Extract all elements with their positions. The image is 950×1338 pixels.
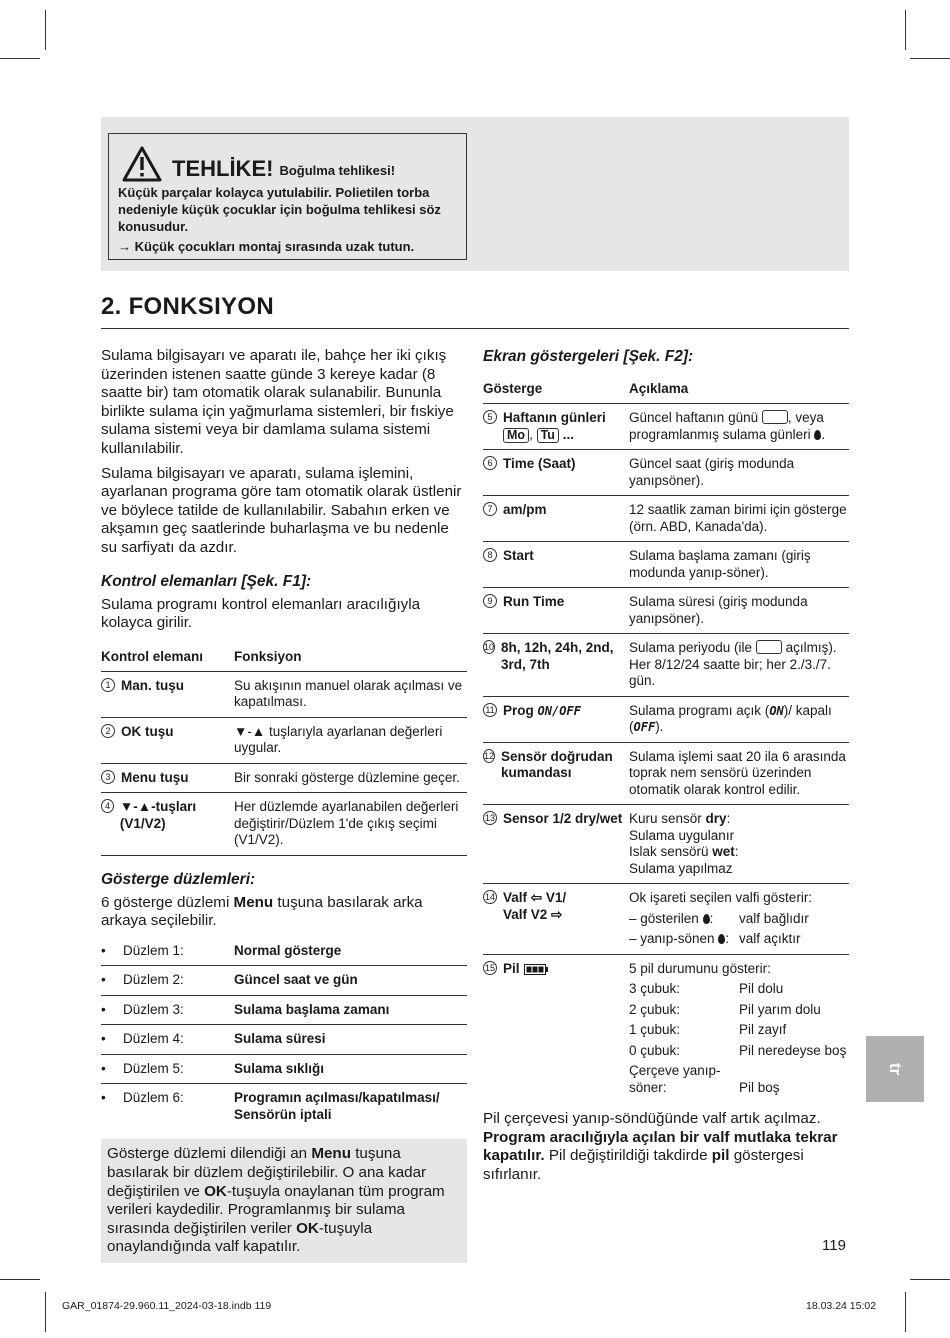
table-row: 12 Sensör doğrudan kumandası Sulama işlemi saat 20 ila 6 arasında toprak nem sensörü üzerinden otomatik olarak kontrol edilir. (483, 742, 849, 805)
water-drop-icon (703, 914, 710, 924)
crop-mark (0, 1279, 40, 1280)
circle-number: 12 (484, 750, 495, 761)
water-drop-icon (814, 430, 821, 440)
control-name: Man. tuşu (121, 677, 184, 693)
circle-number: 5 (483, 410, 497, 424)
table-header: Gösterge (483, 375, 629, 404)
list-item: • Düzlem 2: Güncel saat ve gün (101, 966, 467, 996)
circle-number: 1 (101, 678, 115, 692)
table-header: Fonksiyon (234, 643, 467, 672)
table-row: 5 Haftanın günleri Mo , Tu ... Güncel haftanın günü , veya programlanmış sulama günleri . (483, 404, 849, 450)
control-desc: Bir sonraki gösterge düzlemine geçer. (234, 763, 467, 793)
table-row (101, 793, 467, 856)
arrow-left-icon: ⇦ (530, 890, 543, 905)
controls-table (101, 643, 467, 856)
circle-number: 10 (484, 642, 495, 652)
crop-mark (0, 58, 40, 59)
warning-title: TEHLİKE! (172, 156, 274, 181)
arrow-right-icon: ⇨ (551, 906, 563, 922)
day-chip: Tu (537, 428, 559, 443)
crop-mark (45, 10, 46, 50)
controls-heading: Kontrol elemanları [Şek. F1]: (101, 572, 312, 590)
table-row (101, 763, 467, 793)
circle-number: 6 (483, 456, 497, 470)
table-header: Kontrol elemanı (101, 643, 234, 672)
frame-icon (756, 640, 782, 654)
table-row: 14 Valf ⇦ V1/ Valf V2 ⇨ Ok işareti seçilen valfi gösterir: – gösterilen : valf bağlıdır – yanıp-sönen : valf açıktır (483, 884, 849, 955)
footer-left: GAR_01874-29.960.11_2024-03-18.indb 119 (62, 1300, 272, 1312)
circle-number: 3 (101, 770, 115, 784)
table-row (101, 671, 467, 717)
day-chip: Mo (503, 428, 529, 443)
list-item: • Düzlem 1: Normal gösterge (101, 937, 467, 966)
table-row: 11 Prog ON/OFF Sulama programı açık (ON)/ kapalı (OFF). (483, 696, 849, 742)
display-heading: Ekran göstergeleri [Şek. F2]: (483, 348, 694, 365)
paragraph: Sulama bilgisayarı ve aparatı ile, bahçe her iki çıkış üzerinden istenen saatte günde 3 kereye kadar (8 saatte bir) tam otomatik olarak sulanabilir. Bununla birlikte sulama için yağmurlama sistemleri, bir fıskiye sulama sistemi veya bir damlama sulama sistemi kullanılabilir. (101, 347, 454, 457)
crop-mark (905, 10, 906, 50)
battery-note: Pil çerçevesi yanıp-söndüğünde valf artık açılmaz. Program aracılığıyla açılan bir valf mutlaka tekrar kapatılır. Pil değiştirildiği takdirde pil göstergesi sıfırlanır. (483, 1110, 838, 1183)
circle-number: 8 (483, 548, 497, 562)
control-desc: Her düzlemde ayarlanabilen değerleri değiştirir/Düzlem 1'de çıkış seçimi (V1/V2). (234, 793, 467, 856)
footer-right: 18.03.24 15:02 (806, 1300, 877, 1312)
circle-number: 9 (483, 594, 497, 608)
circle-number: 4 (101, 799, 114, 813)
table-row: 15 Pil 5 pil durumunu gösterir: 3 çubuk: Pil dolu 2 çubuk: Pil yarım dolu 1 çubuk: Pil zayıf 0 çubuk: Pil neredeyse boş Çerçeve yanıp-söner: Pil boş (484, 960, 847, 1095)
circle-number: 2 (101, 724, 115, 738)
table-row: 13 Sensor 1/2 dry/wet Kuru sensör dry: Sulama uygulanır Islak sensörü wet: Sulama yapılmaz (483, 805, 849, 884)
levels-list (101, 937, 467, 1130)
display-table (483, 375, 849, 1102)
control-desc: ▼-▲ tuşlarıyla ayarlanan değerleri uygular. (234, 717, 467, 763)
control-name: ▼-▲-tuşları (V1/V2) (119, 799, 197, 831)
note-box: Gösterge düzlemi dilendiği an Menu tuşuna basılarak bir düzlem değiştirilebilir. O ana kadar değiştirilen ve OK-tuşuyla onaylanan tüm program verileri kaydedilir. Programlanmış bir sulama sırasında değiştirilen veriler OK-tuşuyla onaylandığında valf kapatılır. (101, 1139, 467, 1263)
language-tab: tr (866, 1036, 924, 1102)
crop-mark (910, 58, 950, 59)
table-row: 7 am/pm 12 saatlik zaman birimi için gösterge (örn. ABD, Kanada'da). (483, 496, 849, 542)
warning-subtitle: Boğulma tehlikesi! (279, 163, 396, 178)
levels-intro: 6 gösterge düzlemi Menu tuşuna basılarak arka arkaya seçilebilir. (101, 893, 423, 930)
table-row: 8 Start Sulama başlama zamanı (giriş modunda yanıp-söner). (483, 542, 849, 588)
warning-action: → Küçük çocukları montaj sırasında uzak tutun. (118, 239, 415, 254)
levels-heading: Gösterge düzlemleri: (101, 870, 256, 888)
left-column (101, 347, 467, 1263)
circle-number: 11 (483, 703, 497, 717)
controls-intro: Sulama programı kontrol elemanları aracılığıyla kolayca girilir. (101, 595, 421, 632)
warning-box (108, 133, 467, 260)
control-name: OK tuşu (121, 723, 174, 739)
list-item: • Düzlem 6: Programın açılması/kapatılması/ Sensörün iptali (101, 1090, 440, 1122)
paragraph: Sulama bilgisayarı ve aparatı, sulama işlemini, ayarlanan programa göre tam otomatik olarak üstlenir ve böylece tatilde de kullanılabilir. Sabahın erken ve akşamın geç saatlerinde buharlaşma ve bu nedenle su sarfiyatı da azdır. (101, 464, 462, 556)
circle-number: 13 (484, 813, 495, 823)
page-number: 119 (822, 1237, 846, 1254)
control-desc: Su akışının manuel olarak açılması ve kapatılması. (234, 671, 467, 717)
list-item: • Düzlem 4: Sulama süresi (101, 1025, 467, 1055)
right-column (483, 347, 849, 1184)
table-row: 9 Run Time Sulama süresi (giriş modunda yanıpsöner). (483, 588, 849, 634)
warning-text: Küçük parçalar kolayca yutulabilir. Polietilen torba nedeniyle küçük çocuklar için boğulma tehlikesi söz konusudur. (118, 185, 441, 234)
frame-icon (762, 410, 788, 424)
table-row (101, 717, 467, 763)
table-row: 6 Time (Saat) Güncel saat (giriş modunda yanıpsöner). (483, 450, 849, 496)
water-drop-icon (718, 934, 725, 944)
control-name: Menu tuşu (121, 769, 189, 785)
warning-triangle-icon (122, 146, 162, 182)
crop-mark (905, 1292, 906, 1332)
battery-icon (524, 964, 548, 975)
list-item: • Düzlem 3: Sulama başlama zamanı (101, 995, 467, 1025)
circle-number: 7 (483, 502, 497, 516)
crop-mark (910, 1279, 950, 1280)
table-row: 10 8h, 12h, 24h, 2nd, 3rd, 7th Sulama periyodu (ile açılmış). Her 8/12/24 saatte bir; her 2./3./7. gün. (483, 634, 849, 697)
section-title: 2. FONKSIYON (101, 293, 274, 320)
circle-number: 15 (484, 962, 495, 973)
circle-number: 14 (484, 892, 495, 902)
table-header: Açıklama (629, 375, 849, 404)
section-rule (101, 328, 849, 329)
crop-mark (45, 1292, 46, 1332)
list-item: • Düzlem 5: Sulama sıklığı (101, 1054, 467, 1084)
